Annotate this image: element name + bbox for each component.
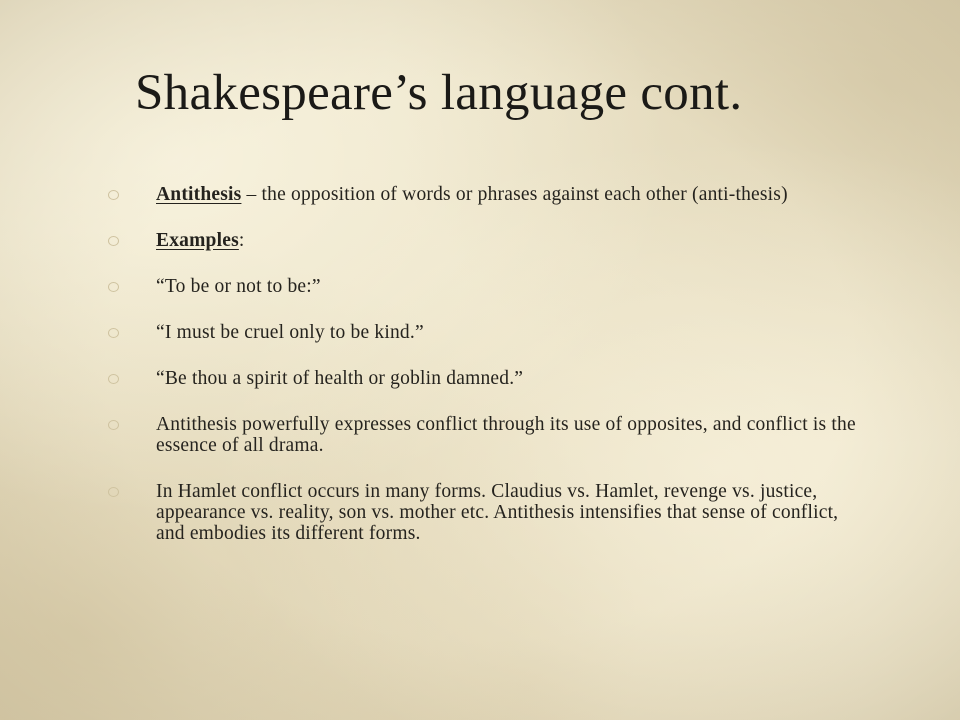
bullet-text: – the opposition of words or phrases against each other (anti-thesis): [241, 184, 788, 205]
bullet-text: Antithesis powerfully expresses conflict through its use of opposites, and conflict is the essence of all drama.: [156, 414, 856, 456]
bullet-text: “Be thou a spirit of health or goblin damned.”: [156, 368, 524, 389]
circle-bullet-icon: [108, 282, 119, 292]
bullet-text: “I must be cruel only to be kind.”: [156, 322, 424, 343]
bullet-item-examples: [108, 230, 868, 251]
bullet-item-hamlet-conflict: [108, 481, 868, 544]
bullet-item-antithesis-definition: [108, 184, 868, 205]
slide-title: Shakespeare’s language cont.: [135, 65, 743, 121]
bullet-text: In Hamlet conflict occurs in many forms. Claudius vs. Hamlet, revenge vs. justice, appearance vs. reality, son vs. mother etc. Antithesis intensifies that sense of conflict, and embodies its different forms.: [156, 481, 839, 544]
circle-bullet-icon: [108, 420, 119, 430]
bullet-item-explanation: [108, 414, 868, 456]
circle-bullet-icon: [108, 487, 119, 497]
circle-bullet-icon: [108, 190, 119, 200]
bullet-item-quote: [108, 322, 868, 343]
bullet-item-quote: [108, 276, 868, 297]
bullet-text: “To be or not to be:”: [156, 276, 321, 297]
circle-bullet-icon: [108, 236, 119, 246]
term-antithesis: Antithesis: [156, 184, 242, 205]
term-examples: Examples: [156, 230, 239, 251]
circle-bullet-icon: [108, 374, 119, 384]
bullet-text: :: [238, 230, 245, 251]
circle-bullet-icon: [108, 328, 119, 338]
bullet-item-quote: [108, 368, 868, 389]
bullet-list: [108, 184, 868, 544]
